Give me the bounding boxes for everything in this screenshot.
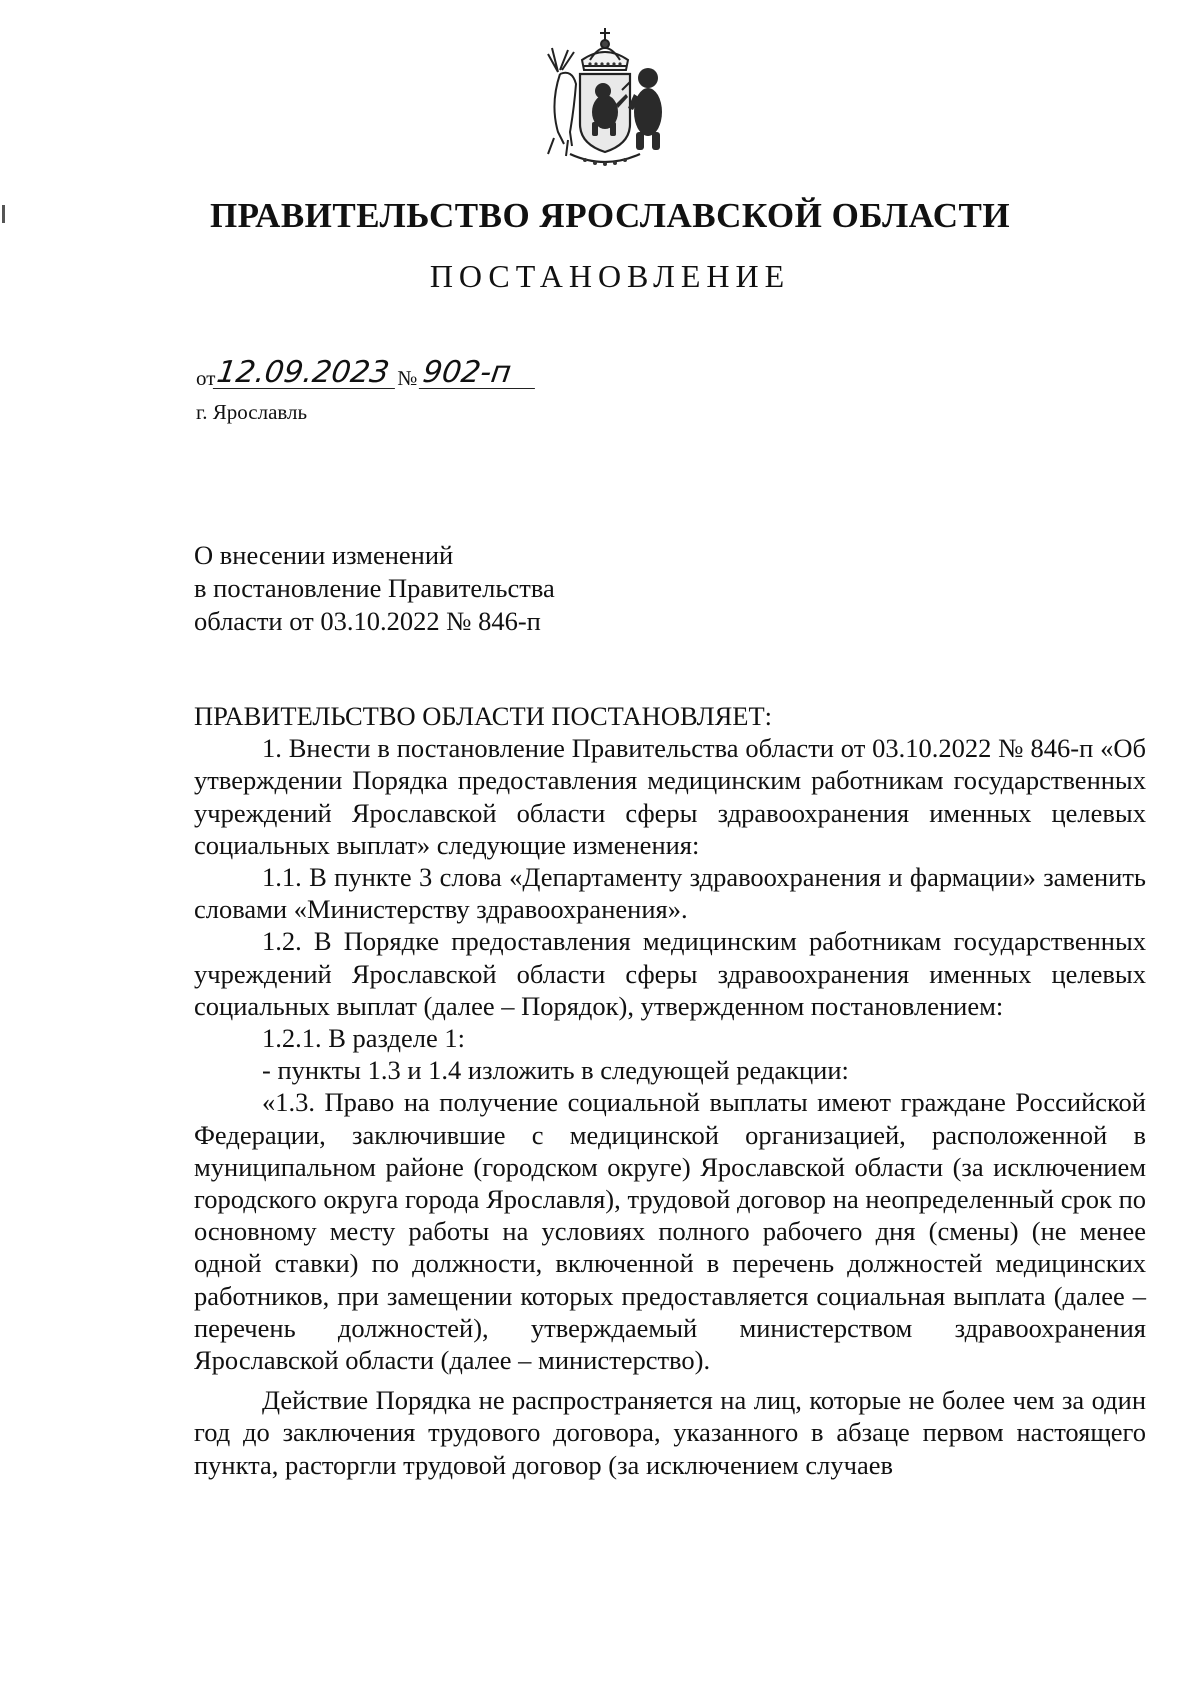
document-type: ПОСТАНОВЛЕНИЕ [429,258,791,294]
document-body [194,700,1146,1481]
from-label: от [196,366,216,390]
subject-line: О внесении изменений [194,540,454,570]
subject-line: области от 03.10.2022 № 846-п [194,606,541,636]
government-title: ПРАВИТЕЛЬСТВО ЯРОСЛАВСКОЙ ОБЛАСТИ [209,196,1011,235]
date-number-line [196,355,537,390]
paragraph: Действие Порядка не распространяется на лиц, которые не более чем за один год до заключения трудового договора, указанного в абзаце первом настоящего пункта, расторгли трудовой договор (за исключением случаев [194,1385,1146,1480]
paragraph: - пункты 1.3 и 1.4 изложить в следующей редакции: [262,1055,849,1086]
handwritten-number: 902-п [419,358,539,389]
paragraph: 1.1. В пункте 3 слова «Департаменту здравоохранения и фармации» заменить словами «Министерству здравоохранения». [194,862,1146,925]
decree-heading: ПРАВИТЕЛЬСТВО ОБЛАСТИ ПОСТАНОВЛЯЕТ: [194,701,773,731]
paragraph: 1.2. В Порядке предоставления медицинским работникам государственных учреждений Ярославской области сферы здравоохранения именных целевых социальных выплат (далее – Порядок), утвержденном постановлением: [194,926,1146,1021]
paragraph: 1.2.1. В разделе 1: [262,1023,466,1054]
number-label: № [397,366,418,390]
subject-line: в постановление Правительства [194,573,555,603]
paragraph: 1. Внести в постановление Правительства области от 03.10.2022 № 846-п «Об утверждении Порядка предоставления медицинским работникам государственных учреждений Ярославской области сферы здравоохранения именных целевых социальных выплат» следующие изменения: [194,733,1146,860]
document-subject [194,539,555,638]
yaroslavl-coat-of-arms-icon [530,14,680,174]
city-label: г. Ярославль [196,400,308,424]
paragraph: «1.3. Право на получение социальной выплаты имеют граждане Российской Федерации, заключившие с медицинской организацией, расположенной в муниципальном районе (городском округе) Ярославской области (за исключением городского округа города Ярославля), трудовой договор на неопределенный срок по основному месту работы на условиях полного рабочего дня (смены) (не менее одной ставки) по должности, включенной в перечень должностей медицинских работников, при замещении которых предоставляется социальная выплата (далее – перечень должностей), утверждаемый министерством здравоохранения Ярославской области (далее – министерство). [194,1087,1146,1376]
handwritten-date: 12.09.2023 [213,358,399,389]
